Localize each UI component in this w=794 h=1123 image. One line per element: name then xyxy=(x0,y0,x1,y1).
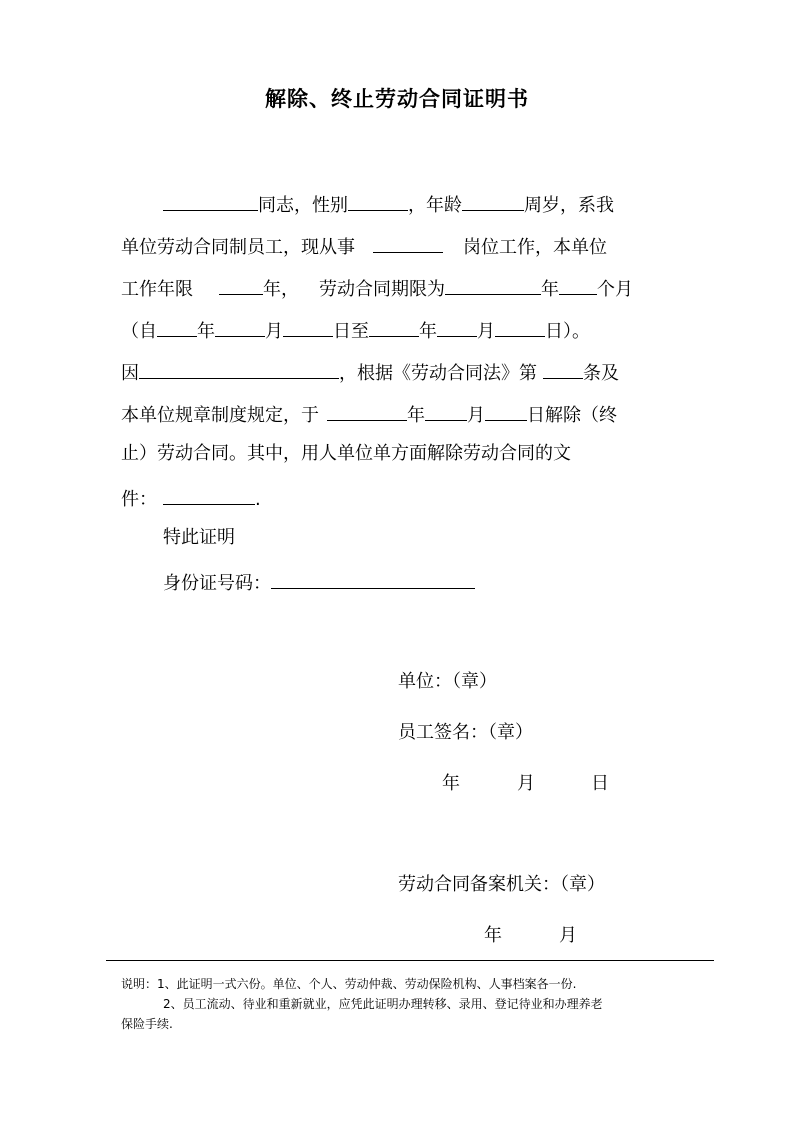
body-line-3: 工作年限 年， 劳动合同期限为 年 个月 xyxy=(121,274,633,302)
start-day-blank[interactable] xyxy=(283,316,333,337)
id-number-line: 身份证号码： xyxy=(163,568,475,596)
date-year-1: 年 xyxy=(442,773,460,794)
body-line-6: 本单位规章制度规定，于 年 月 日解除（终 xyxy=(121,400,617,428)
work-years-blank[interactable] xyxy=(219,274,263,295)
terminate-year-blank[interactable] xyxy=(327,400,407,421)
end-year-blank[interactable] xyxy=(369,316,419,337)
end-month-blank[interactable] xyxy=(437,316,477,337)
document-title: 解除、终止劳动合同证明书 xyxy=(265,86,529,111)
date-month-2: 月 xyxy=(559,925,577,946)
date-month-1: 月 xyxy=(517,773,535,794)
body-line-5: 因 ，根据《劳动合同法》第 条及 xyxy=(121,358,619,386)
id-number-blank[interactable] xyxy=(271,568,475,589)
employee-signature-label: 员工签名：（章） xyxy=(398,722,533,743)
gender-blank[interactable] xyxy=(348,190,408,211)
reason-blank[interactable] xyxy=(139,358,339,379)
name-blank[interactable] xyxy=(163,190,258,211)
date-day-1: 日 xyxy=(591,773,609,794)
body-line-8: 件： . xyxy=(121,484,261,512)
note-line-1: 说明：1、此证明一式六份。单位、个人、劳动仲裁、劳动保险机构、人事档案各一份. xyxy=(121,977,577,991)
body-line-4: （自 年 月 日至 年 月 日）。 xyxy=(121,316,590,344)
note-line-3: 保险手续. xyxy=(121,1017,173,1031)
unit-seal-label: 单位：（章） xyxy=(398,671,497,692)
body-line-1: 同志，性别 ，年龄 周岁，系我 xyxy=(163,190,614,218)
end-day-blank[interactable] xyxy=(495,316,545,337)
date-year-2: 年 xyxy=(484,925,502,946)
filing-authority-label: 劳动合同备案机关：（章） xyxy=(398,874,605,895)
certify-text: 特此证明 xyxy=(163,527,235,548)
document-blank[interactable] xyxy=(163,484,255,505)
article-blank[interactable] xyxy=(543,358,583,379)
age-blank[interactable] xyxy=(462,190,524,211)
contract-years-blank[interactable] xyxy=(445,274,541,295)
start-month-blank[interactable] xyxy=(215,316,265,337)
start-year-blank[interactable] xyxy=(157,316,197,337)
terminate-month-blank[interactable] xyxy=(425,400,467,421)
position-blank[interactable] xyxy=(373,232,443,253)
note-line-2: 2、员工流动、待业和重新就业，应凭此证明办理转移、录用、登记待业和办理养老 xyxy=(163,997,603,1011)
body-line-2: 单位劳动合同制员工，现从事 岗位工作，本单位 xyxy=(121,232,607,260)
notes-divider xyxy=(106,960,714,961)
contract-months-blank[interactable] xyxy=(559,274,597,295)
body-line-7: 止）劳动合同。其中，用人单位单方面解除劳动合同的文 xyxy=(121,443,571,464)
terminate-day-blank[interactable] xyxy=(485,400,527,421)
